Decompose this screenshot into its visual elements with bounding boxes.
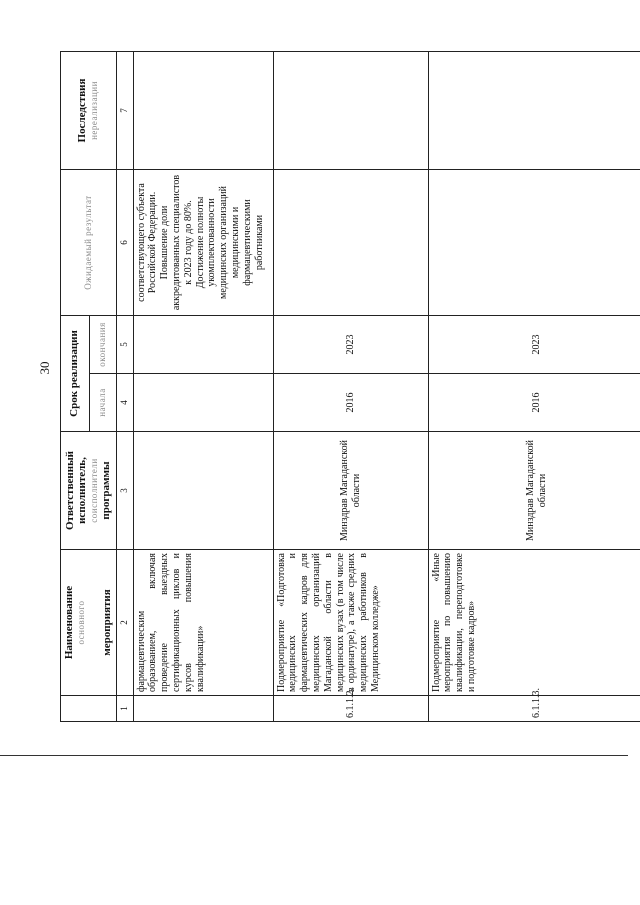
row-start: 2016 <box>273 374 428 432</box>
column-number: 2 <box>116 550 133 696</box>
row-number: 6.1.1.3. <box>428 696 640 722</box>
table-row <box>133 51 273 721</box>
header-name <box>61 550 117 696</box>
row-name: Подмероприятие «Подготовка медицинских и фармацевтических кадров для медицинских организаций Магаданской области в медицинских вузах (в том числе в ординатуре), а также средних медицинских работников в Медицинском колледже» <box>273 550 428 696</box>
row-consequences <box>133 51 273 169</box>
row-responsible: Минздрав Магаданской области <box>428 432 640 550</box>
row-result: соответствующего субъекта Российской Федерации. Повышение доли аккредитованных специалистов к 2023 году до 80%. Достижение полноты укомплектованности медицинских организаций медицинскими и фармацевтическими работниками <box>133 169 273 315</box>
row-start <box>133 374 273 432</box>
row-end: 2023 <box>428 315 640 373</box>
column-number: 6 <box>116 169 133 315</box>
header-responsible <box>61 432 117 550</box>
header-period: Срок реализации <box>61 315 90 431</box>
header-name-bottom: мероприятия <box>100 589 113 656</box>
row-name: Подмероприятие «Иные мероприятия по повышению квалификации, переподготовке и подготовке кадров» <box>428 550 640 696</box>
header-number <box>61 696 117 722</box>
row-end: 2023 <box>273 315 428 373</box>
page-number: 30 <box>37 361 52 375</box>
header-responsible-bottom: программы <box>100 461 113 520</box>
row-name: фармацевтическим образованием, включая проведение выездных сертификационных циклов и курсов повышения квалификации» <box>133 550 273 696</box>
column-number: 1 <box>116 696 133 722</box>
header-period-start: начала <box>89 374 116 432</box>
header-result <box>61 169 117 315</box>
header-row <box>61 51 90 721</box>
column-number: 3 <box>116 432 133 550</box>
header-result-faded: Ожидаемый результат <box>82 195 93 290</box>
row-number: 6.1.1.2. <box>273 696 428 722</box>
header-consequences <box>61 51 117 169</box>
row-number <box>133 696 273 722</box>
page-divider <box>0 755 628 756</box>
row-result <box>428 169 640 315</box>
header-name-top: Наименование <box>63 585 75 660</box>
column-number-row <box>116 51 133 721</box>
header-consequences-top: Последствия <box>76 78 89 143</box>
header-period-end: окончания <box>89 315 116 373</box>
row-end <box>133 315 273 373</box>
column-number: 5 <box>116 315 133 373</box>
header-responsible-top: Ответственный исполнитель, <box>63 450 89 531</box>
row-result <box>273 169 428 315</box>
row-start: 2016 <box>428 374 640 432</box>
column-number: 4 <box>116 374 133 432</box>
table-row <box>428 51 640 721</box>
table-row <box>273 51 428 721</box>
row-responsible: Минздрав Магаданской области <box>273 432 428 550</box>
row-consequences <box>273 51 428 169</box>
column-number: 7 <box>116 51 133 169</box>
program-table <box>60 51 640 722</box>
row-consequences <box>428 51 640 169</box>
header-responsible-faded: соисполнители <box>89 458 100 523</box>
program-table-container <box>60 52 626 722</box>
header-consequences-faded: нереализации <box>89 81 100 140</box>
header-name-faded: основного <box>75 600 86 645</box>
row-responsible <box>133 432 273 550</box>
